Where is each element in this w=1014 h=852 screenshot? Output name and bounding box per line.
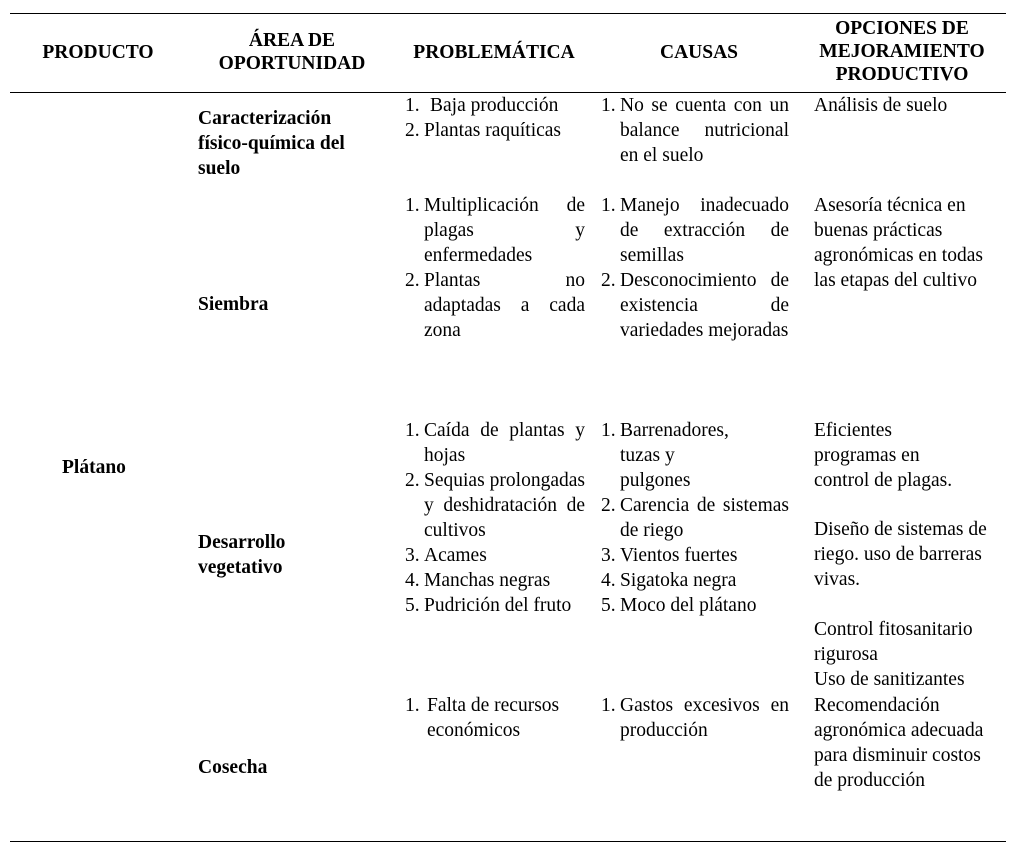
list-item: 4. Manchas negras xyxy=(405,570,551,591)
list-item: 1. Manejo inadecuado de extracción de semillas xyxy=(601,195,789,266)
options-row-3-b: Diseño de sistemas de riego. uso de barreras vivas. xyxy=(814,519,987,590)
options-row-3-c: Control fitosanitario rigurosa xyxy=(814,619,973,665)
list-item: 1. Multiplicación de plagas y enfermedades xyxy=(405,195,585,266)
options-row-2: Asesoría técnica en buenas prácticas agronómicas en todas las etapas del cultivo xyxy=(814,195,983,291)
causes-row-3 xyxy=(601,418,789,618)
problems-row-2 xyxy=(405,193,585,343)
list-item: 5. Pudrición del fruto xyxy=(405,595,572,616)
problems-row-3 xyxy=(405,418,585,618)
area-row-2: Siembra xyxy=(198,294,269,315)
list-item: 2. Carencia de sistemas de riego xyxy=(601,495,789,541)
options-row-1: Análisis de suelo xyxy=(814,95,948,116)
header-area: ÁREA DE OPORTUNIDAD xyxy=(218,30,366,74)
options-row-3-d: Uso de sanitizantes xyxy=(814,669,965,690)
table-bottom-rule xyxy=(10,841,1006,842)
causes-row-4 xyxy=(601,693,789,743)
header-causas: CAUSAS xyxy=(659,42,739,63)
list-item: 3. Acames xyxy=(405,545,487,566)
causes-row-1 xyxy=(601,93,789,168)
list-item: 2. Desconocimiento de existencia de variedades mejoradas xyxy=(601,270,789,341)
list-item: 1. Baja producción xyxy=(405,95,559,116)
list-item: 3. Vientos fuertes xyxy=(601,545,738,566)
product-name: Plátano xyxy=(62,457,126,478)
options-row-4: Recomendación agronómica adecuada para disminuir costos de producción xyxy=(814,695,984,791)
causes-row-2 xyxy=(601,193,789,343)
list-item: 4. Sigatoka negra xyxy=(601,570,737,591)
problems-row-4 xyxy=(405,693,585,743)
list-item: 2. Plantas raquíticas xyxy=(405,120,562,141)
header-problematica: PROBLEMÁTICA xyxy=(413,42,575,63)
list-item: 2. Plantas no adaptadas a cada zona xyxy=(405,270,585,341)
table-top-rule xyxy=(10,13,1006,14)
area-row-3: Desarrollo vegetativo xyxy=(198,532,286,578)
list-item: 1. Caída de plantas y hojas xyxy=(405,420,585,466)
area-row-4: Cosecha xyxy=(198,757,268,778)
area-row-1: Caracterización físico-química del suelo xyxy=(198,108,345,179)
header-producto: PRODUCTO xyxy=(42,42,154,63)
list-item: 1. No se cuenta con un balance nutricional en el suelo xyxy=(601,95,789,166)
problems-row-1 xyxy=(405,93,585,143)
header-opciones: OPCIONES DE MEJORAMIENTO PRODUCTIVO xyxy=(819,18,985,85)
options-row-3-a: Eficientes programas en control de plagas. xyxy=(814,420,953,491)
list-item: 1. Gastos excesivos en producción xyxy=(601,695,789,741)
list-item: 1. Falta de recursos económicos xyxy=(405,695,560,741)
list-item: 1. Barrenadores, tuzas y pulgones xyxy=(601,420,729,491)
list-item: 5. Moco del plátano xyxy=(601,595,757,616)
list-item: 2. Sequias prolongadas y deshidratación de cultivos xyxy=(405,470,585,541)
